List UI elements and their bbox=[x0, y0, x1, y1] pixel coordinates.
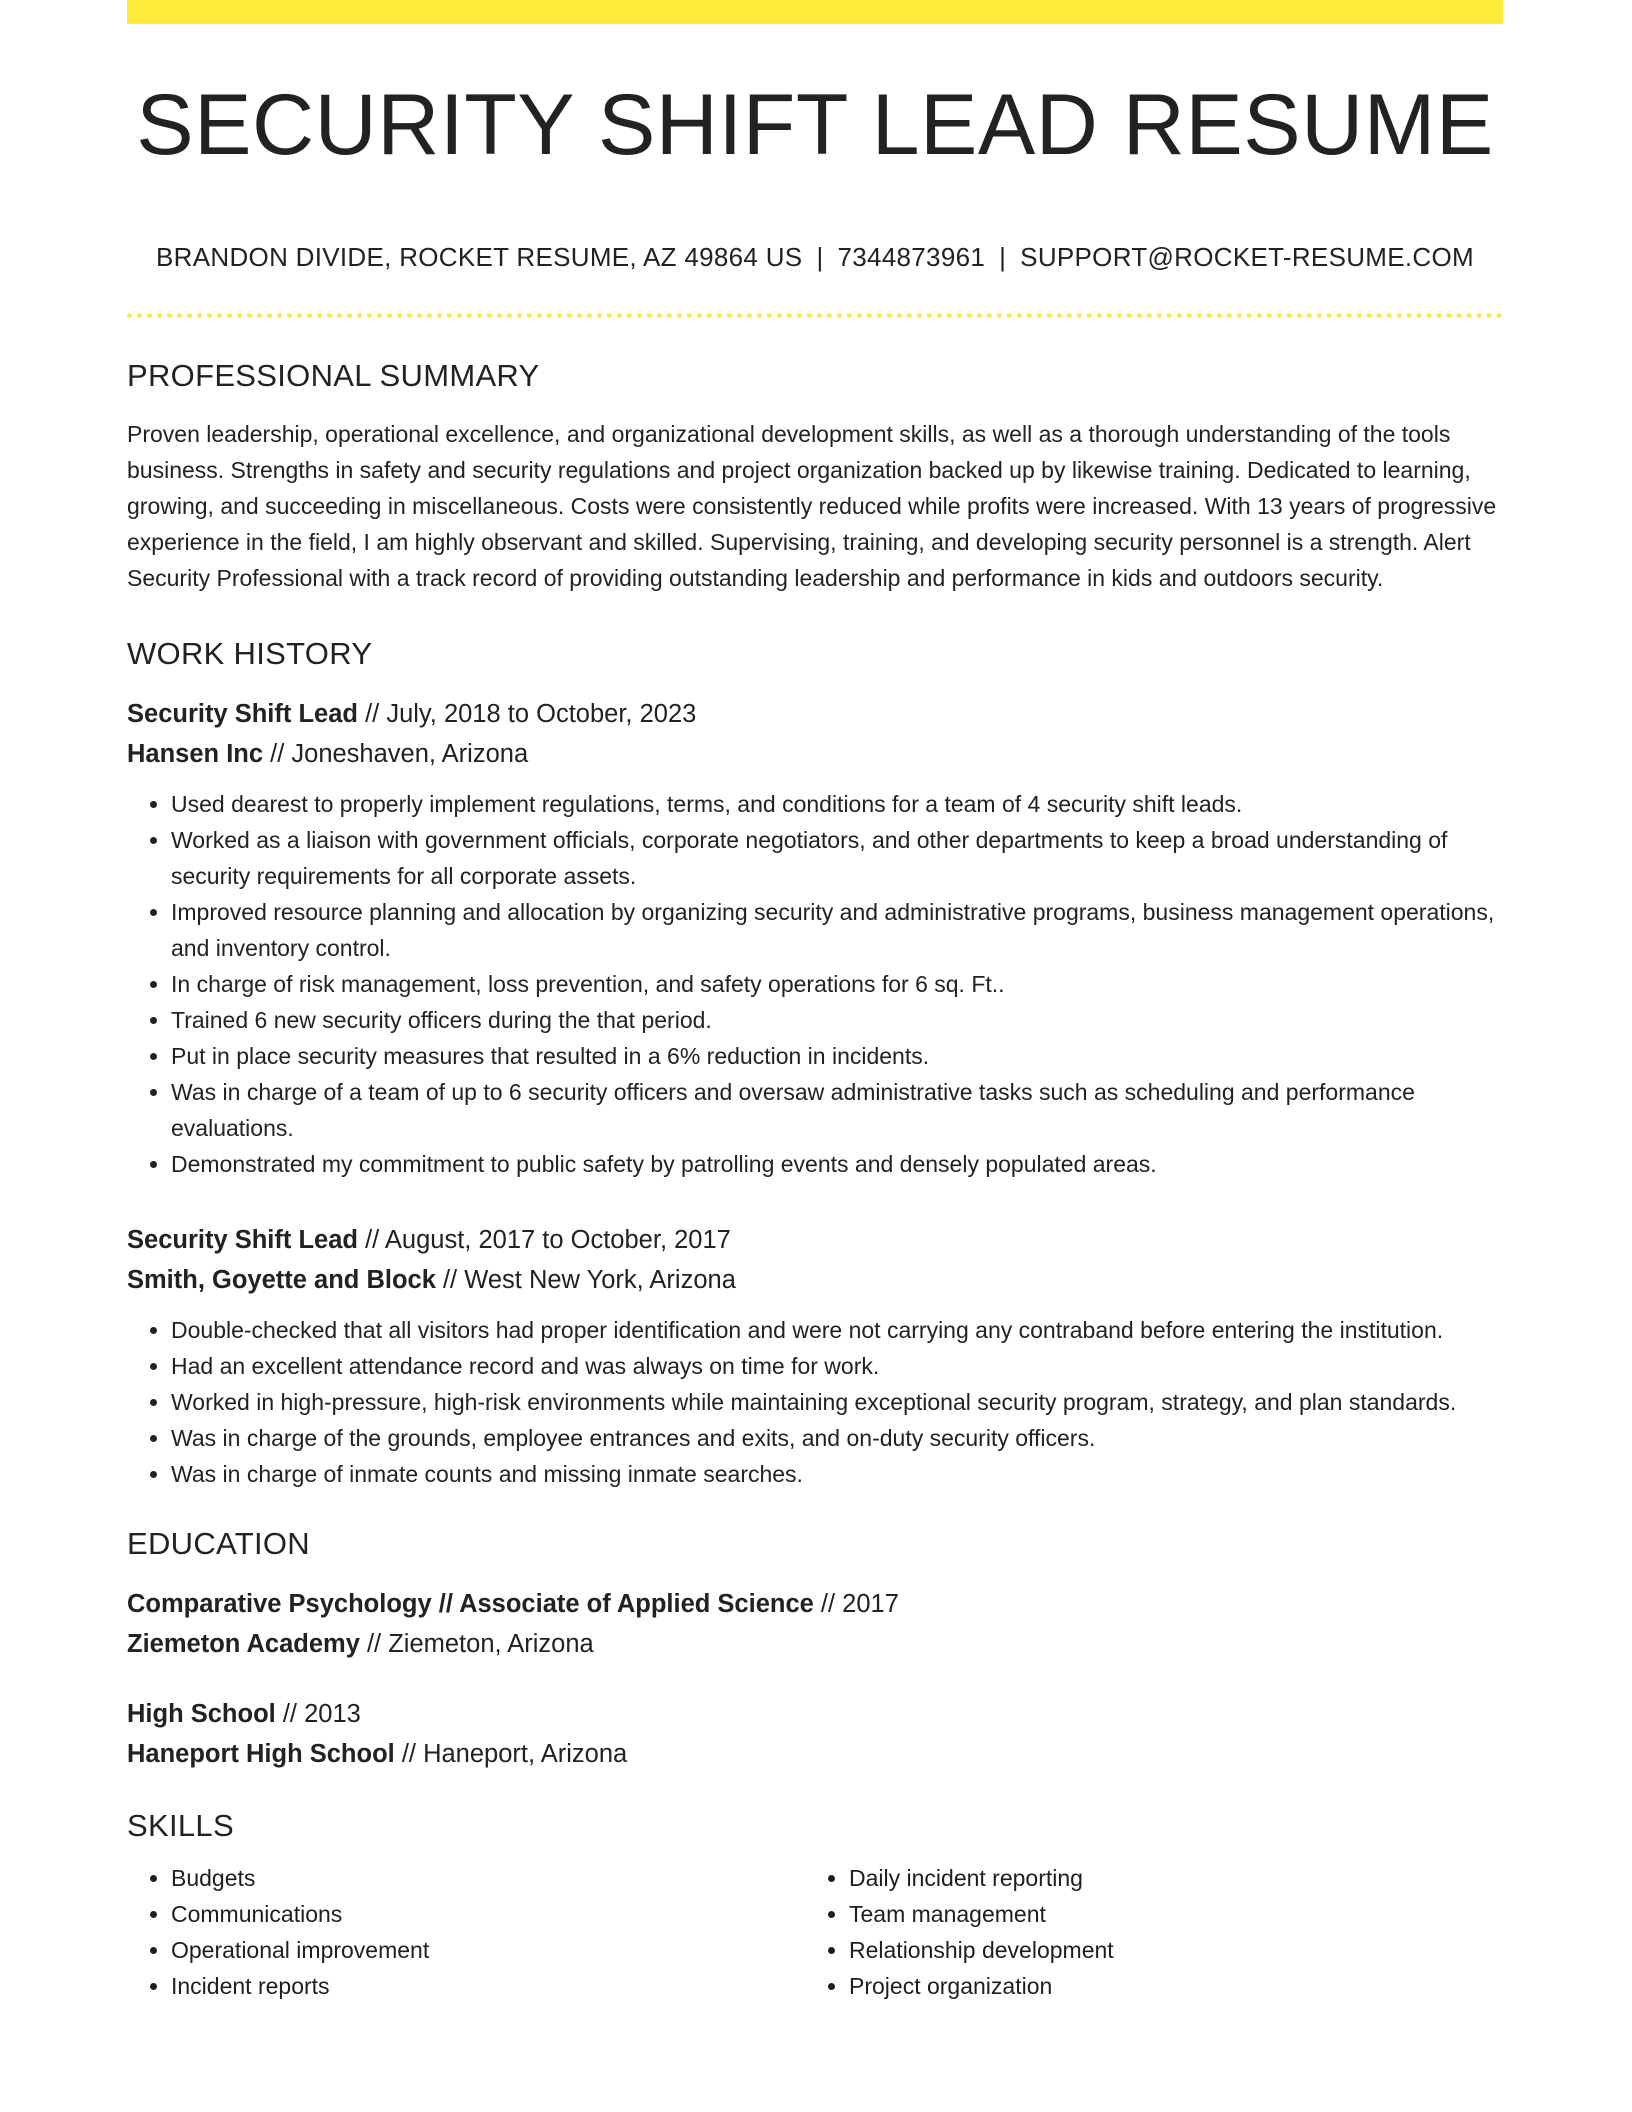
list-item: • Was in charge of inmate counts and missing inmate searches. bbox=[171, 1456, 1503, 1492]
job-company-line bbox=[127, 734, 1503, 774]
skill-item: • Operational improvement bbox=[171, 1932, 805, 1968]
education-school-line bbox=[127, 1624, 1503, 1664]
skills-heading: SKILLS bbox=[127, 1808, 234, 1843]
work-history-heading: WORK HISTORY bbox=[127, 636, 373, 671]
list-item: • Used dearest to properly implement regulations, terms, and conditions for a team of 4 security shift leads. bbox=[171, 786, 1503, 822]
job-title: Security Shift Lead bbox=[127, 1226, 358, 1254]
education-school: Haneport High School bbox=[127, 1740, 395, 1768]
skill-item: • Communications bbox=[171, 1896, 805, 1932]
list-item: • Double-checked that all visitors had proper identification and were not carrying any contraband before entering the institution. bbox=[171, 1312, 1503, 1348]
list-item: • Was in charge of the grounds, employee entrances and exits, and on-duty security officers. bbox=[171, 1420, 1503, 1456]
job-bullets bbox=[127, 786, 1503, 1182]
list-item: • In charge of risk management, loss prevention, and safety operations for 6 sq. Ft.. bbox=[171, 966, 1503, 1002]
education-school-line bbox=[127, 1734, 1503, 1774]
job-title: Security Shift Lead bbox=[127, 700, 358, 728]
education-location: // Ziemeton, Arizona bbox=[359, 1630, 594, 1658]
resume-page bbox=[127, 0, 1503, 2004]
list-item: • Worked in high-pressure, high-risk environments while maintaining exceptional security program, strategy, and plan standards. bbox=[171, 1384, 1503, 1420]
skill-item: • Relationship development bbox=[849, 1932, 1483, 1968]
job-company: Hansen Inc bbox=[127, 740, 264, 768]
summary-text: Proven leadership, operational excellence, and organizational development skills, as well as a thorough understanding of the tools business. Strengths in safety and security regulations and project organization backed up by likewise training. Dedicated to learning, growing, and succeeding in miscellaneous. Costs were consistently reduced while profits were increased. With 13 years of progressive experience in the field, I am highly observant and skilled. Supervising, training, and developing security personnel is a strength. Alert Security Professional with a track record of providing outstanding leadership and performance in kids and outdoors security. bbox=[127, 421, 1497, 591]
contact-line bbox=[127, 242, 1503, 273]
education-location: // Haneport, Arizona bbox=[394, 1740, 628, 1768]
education-heading: EDUCATION bbox=[127, 1526, 310, 1561]
education-entry bbox=[127, 1584, 1503, 1664]
skill-item: • Budgets bbox=[171, 1860, 805, 1896]
education-degree: High School bbox=[127, 1700, 276, 1728]
resume-title: SECURITY SHIFT LEAD RESUME bbox=[136, 77, 1494, 173]
job-title-line bbox=[127, 694, 1503, 734]
education-degree-line bbox=[127, 1584, 1503, 1624]
job-dates: // August, 2017 to October, 2017 bbox=[357, 1226, 731, 1254]
contact-phone: 7344873961 bbox=[837, 242, 986, 272]
job-entry bbox=[127, 1220, 1503, 1492]
education-degree-line bbox=[127, 1694, 1503, 1734]
job-company: Smith, Goyette and Block bbox=[127, 1266, 436, 1294]
contact-address: BRANDON DIVIDE, ROCKET RESUME, AZ 49864 US bbox=[156, 242, 803, 272]
job-title-line bbox=[127, 1220, 1503, 1260]
education-degree: Comparative Psychology // Associate of Applied Science bbox=[127, 1590, 814, 1618]
skills-column-left bbox=[127, 1860, 805, 2004]
skills-column-right bbox=[805, 1860, 1483, 2004]
top-accent-bar bbox=[127, 0, 1503, 24]
list-item: • Was in charge of a team of up to 6 security officers and oversaw administrative tasks such as scheduling and performance evaluations. bbox=[171, 1074, 1503, 1146]
job-entry bbox=[127, 694, 1503, 1182]
skill-item: • Team management bbox=[849, 1896, 1483, 1932]
job-company-line bbox=[127, 1260, 1503, 1300]
contact-separator: | bbox=[816, 242, 824, 272]
job-dates: // July, 2018 to October, 2023 bbox=[357, 700, 697, 728]
list-item: • Worked as a liaison with government officials, corporate negotiators, and other departments to keep a broad understanding of security requirements for all corporate assets. bbox=[171, 822, 1503, 894]
list-item: • Put in place security measures that resulted in a 6% reduction in incidents. bbox=[171, 1038, 1503, 1074]
list-item: • Had an excellent attendance record and was always on time for work. bbox=[171, 1348, 1503, 1384]
list-item: • Demonstrated my commitment to public safety by patrolling events and densely populated areas. bbox=[171, 1146, 1503, 1182]
job-location: // West New York, Arizona bbox=[435, 1266, 736, 1294]
education-year: // 2013 bbox=[275, 1700, 361, 1728]
skill-item: • Incident reports bbox=[171, 1968, 805, 2004]
education-school: Ziemeton Academy bbox=[127, 1630, 360, 1658]
job-location: // Joneshaven, Arizona bbox=[263, 740, 529, 768]
list-item: • Improved resource planning and allocation by organizing security and administrative programs, business management operations, and inventory control. bbox=[171, 894, 1503, 966]
skill-item: • Daily incident reporting bbox=[849, 1860, 1483, 1896]
dotted-divider bbox=[127, 313, 1503, 318]
education-year: // 2017 bbox=[813, 1590, 899, 1618]
education-entry bbox=[127, 1694, 1503, 1774]
summary-heading: PROFESSIONAL SUMMARY bbox=[127, 358, 540, 393]
skill-item: • Project organization bbox=[849, 1968, 1483, 2004]
job-bullets bbox=[127, 1312, 1503, 1492]
list-item: • Trained 6 new security officers during the that period. bbox=[171, 1002, 1503, 1038]
contact-separator: | bbox=[999, 242, 1007, 272]
contact-email: SUPPORT@ROCKET-RESUME.COM bbox=[1020, 242, 1474, 272]
skills-grid bbox=[127, 1860, 1503, 2004]
